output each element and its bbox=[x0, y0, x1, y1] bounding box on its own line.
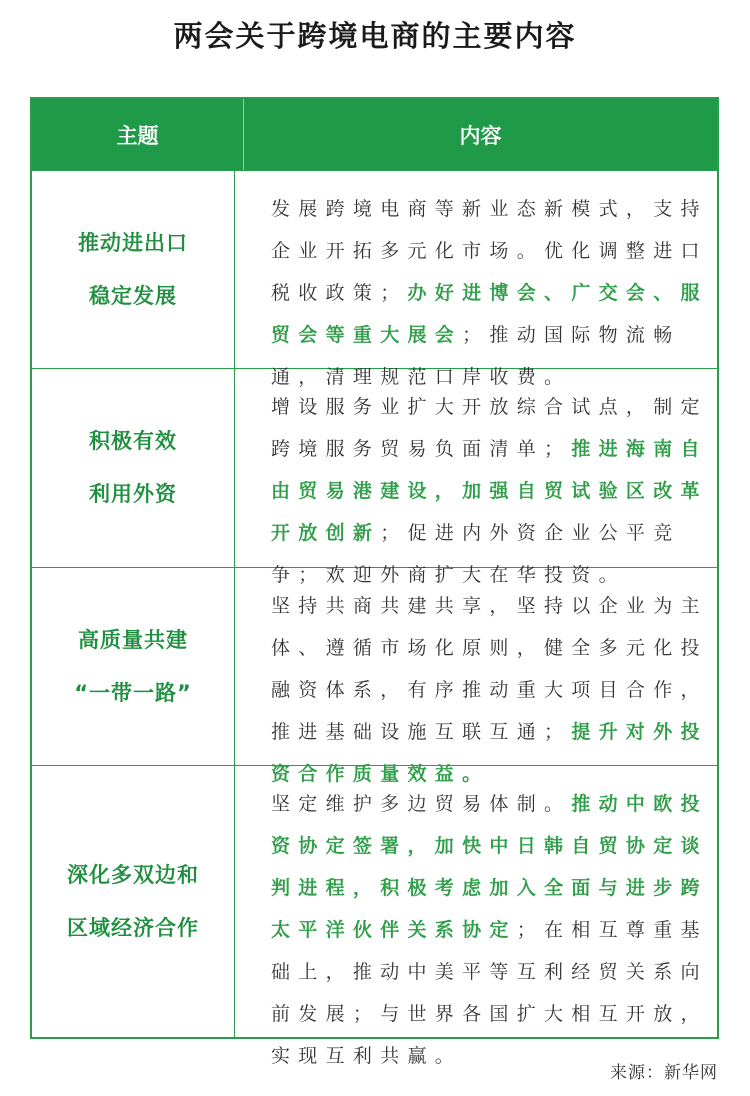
page-title: 两会关于跨境电商的主要内容 bbox=[173, 19, 577, 53]
row-content bbox=[235, 171, 717, 388]
body-text: 发展跨境电商等新业态新模式，支持企业开拓多元化市场。优化调整进口税收政策； bbox=[271, 198, 708, 304]
row-content bbox=[235, 568, 717, 785]
body-text: ；在相互尊重基础上，推动中美平等互利经贸关系向前发展；与世界各国扩大相互开放，实现互利共赢。 bbox=[271, 919, 708, 1067]
highlighted-text: 推进海南自由贸易港建设，加强自贸试验区改革开放创新 bbox=[271, 438, 708, 544]
table-row bbox=[32, 170, 717, 388]
highlighted-text: 办好进博会、广交会、服贸会等重大展会 bbox=[271, 282, 708, 346]
row-topic: 高质量共建 “一带一路” bbox=[32, 568, 235, 765]
source-credit: 来源：新华网 bbox=[610, 1063, 718, 1083]
row-topic: 推动进出口 稳定发展 bbox=[32, 171, 235, 368]
row-topic: 深化多双边和 区域经济合作 bbox=[32, 766, 235, 1037]
body-text: ；促进内外资企业公平竞争；欢迎外商扩大在华投资。 bbox=[271, 522, 681, 586]
table-header bbox=[32, 99, 717, 170]
row-content bbox=[235, 369, 717, 586]
body-text: 增设服务业扩大开放综合试点，制定跨境服务贸易负面清单； bbox=[271, 396, 708, 460]
header-content: 内容 bbox=[459, 123, 502, 148]
body-text: 坚定维护多边贸易体制。 bbox=[271, 793, 572, 815]
row-topic: 积极有效 利用外资 bbox=[32, 369, 235, 567]
table-row bbox=[32, 765, 717, 1067]
highlighted-text: 提升对外投资合作质量效益。 bbox=[271, 721, 708, 785]
row-content bbox=[235, 766, 717, 1067]
header-topic: 主题 bbox=[32, 99, 244, 170]
body-text: 坚持共商共建共享，坚持以企业为主体、遵循市场化原则，健全多元化投融资体系，有序推动重大项目合作，推进基础设施互联互通； bbox=[271, 595, 708, 743]
content-table bbox=[30, 97, 719, 1067]
body-text: ；推动国际物流畅通，清理规范口岸收费。 bbox=[271, 324, 681, 388]
highlighted-text: 推动中欧投资协定签署，加快中日韩自贸协定谈判进程，积极考虑加入全面与进步跨太平洋伙伴关系协定 bbox=[271, 793, 708, 941]
table-row bbox=[32, 368, 717, 586]
table-row bbox=[32, 567, 717, 785]
